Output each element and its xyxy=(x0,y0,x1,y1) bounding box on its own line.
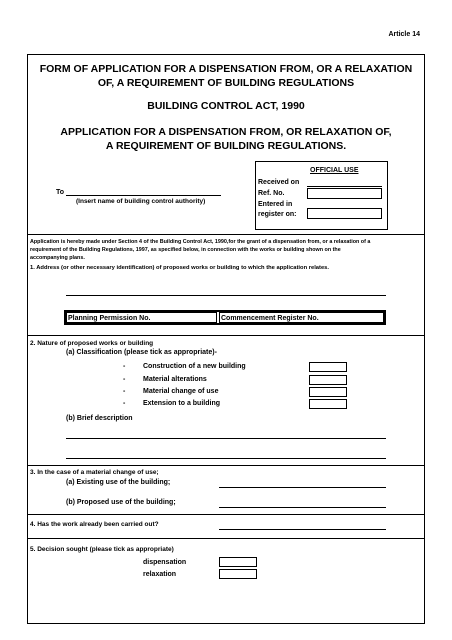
planning-permission-label: Planning Permission No. xyxy=(68,315,151,322)
intro-line2: requirement of the Building Regulations, 1997, as specified below, in connection with the works or building shown on the xyxy=(30,247,341,253)
entered-in-label: Entered in xyxy=(258,201,293,208)
classification-material-change: Material change of use xyxy=(143,388,219,395)
brief-description-line-2[interactable] xyxy=(66,458,386,459)
checkbox-dispensation[interactable] xyxy=(219,557,257,567)
proposed-use-label: (b) Proposed use of the building; xyxy=(66,499,176,506)
classification-dash-2: - xyxy=(123,376,126,383)
application-subtitle-line1: APPLICATION FOR A DISPENSATION FROM, OR RELAXATION OF, xyxy=(60,126,392,138)
address-line[interactable] xyxy=(66,295,386,296)
checkbox-relaxation[interactable] xyxy=(219,569,257,579)
section1-label: 1. Address (or other necessary identification) of proposed works or building to which the application relates. xyxy=(30,265,330,271)
authority-name-hint: (Insert name of building control authority) xyxy=(76,198,206,205)
to-label: To xyxy=(56,189,65,196)
brief-description-label: (b) Brief description xyxy=(66,415,133,422)
dispensation-label: dispensation xyxy=(143,559,187,566)
form-title-line1: FORM OF APPLICATION FOR A DISPENSATION FROM, OR A RELAXATION xyxy=(39,63,413,75)
divider-section5 xyxy=(27,538,425,539)
application-subtitle xyxy=(27,125,425,153)
received-on-line[interactable] xyxy=(307,186,382,187)
intro-line3: accompanying plans. xyxy=(30,255,85,261)
classification-material-alterations: Material alterations xyxy=(143,376,207,383)
proposed-use-line[interactable] xyxy=(219,507,386,508)
section4-label: 4. Has the work already been carried out? xyxy=(30,521,159,528)
register-on-label: register on: xyxy=(258,211,297,218)
checkbox-material-change[interactable] xyxy=(309,387,347,397)
act-title: BUILDING CONTROL ACT, 1990 xyxy=(147,100,305,112)
classification-label: (a) Classification (please tick as appropriate)- xyxy=(66,349,217,356)
divider-section4 xyxy=(27,514,425,515)
ref-no-field[interactable] xyxy=(307,188,382,199)
existing-use-line[interactable] xyxy=(219,487,386,488)
ref-no-label: Ref. No. xyxy=(258,190,285,197)
form-title xyxy=(27,62,425,90)
classification-dash-1: - xyxy=(123,363,126,370)
classification-extension: Extension to a building xyxy=(143,400,220,407)
intro-line1: Application is hereby made under Section 4 of the Building Control Act, 1990,for the grant of a dispensation from, or a relaxation of a xyxy=(30,239,371,245)
existing-use-label: (a) Existing use of the building; xyxy=(66,479,171,486)
application-subtitle-line2: A REQUIREMENT OF BUILDING REGULATIONS. xyxy=(105,140,347,152)
commencement-register-label: Commencement Register No. xyxy=(221,315,319,322)
section3-label: 3. In the case of a material change of use; xyxy=(30,469,159,476)
section5-label: 5. Decision sought (please tick as appropriate) xyxy=(30,546,174,553)
brief-description-line-1[interactable] xyxy=(66,438,386,439)
classification-dash-4: - xyxy=(123,400,126,407)
checkbox-material-alterations[interactable] xyxy=(309,375,347,385)
article-number: Article 14 xyxy=(388,31,420,38)
received-on-label: Received on xyxy=(258,179,300,186)
divider-section3 xyxy=(27,465,425,466)
register-on-field[interactable] xyxy=(307,208,382,219)
classification-new-building: Construction of a new building xyxy=(143,363,246,370)
relaxation-label: relaxation xyxy=(143,571,177,578)
section2-label: 2. Nature of proposed works or building xyxy=(30,340,154,347)
divider-section2 xyxy=(27,335,425,336)
checkbox-new-building[interactable] xyxy=(309,362,347,372)
official-use-heading: OFFICIAL USE xyxy=(310,167,359,174)
authority-name-line[interactable] xyxy=(66,195,221,196)
checkbox-extension[interactable] xyxy=(309,399,347,409)
divider-intro xyxy=(27,234,425,235)
intro-paragraph xyxy=(30,238,422,262)
work-carried-out-line[interactable] xyxy=(219,529,386,530)
form-title-line2: OF, A REQUIREMENT OF BUILDING REGULATIONS xyxy=(97,77,355,89)
classification-dash-3: - xyxy=(123,388,126,395)
